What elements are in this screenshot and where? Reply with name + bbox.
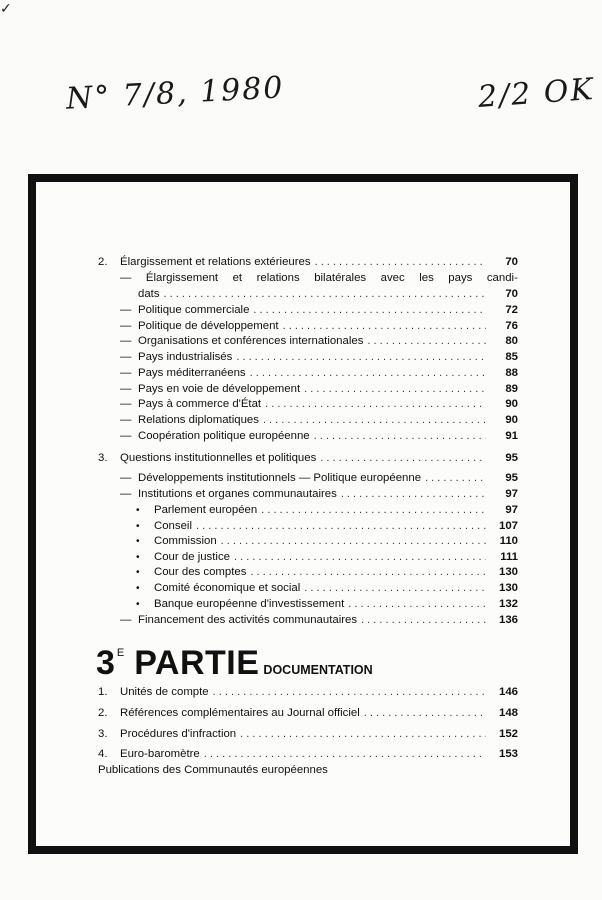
- entry-title: Comité économique et social: [154, 582, 301, 594]
- toc-sub-entry[interactable]: [136, 564, 518, 580]
- page-number: 152: [498, 727, 518, 740]
- page-number: 107: [498, 519, 518, 532]
- toc-entry[interactable]: [120, 318, 518, 334]
- dot-leader: [315, 254, 486, 270]
- handwritten-ok-note: 2/2 OK: [476, 71, 596, 116]
- toc-documentation-entry[interactable]: [98, 705, 518, 721]
- page-number: 132: [498, 597, 518, 610]
- dot-leader: [250, 564, 486, 580]
- toc-section-3[interactable]: [98, 450, 518, 466]
- bullet-marker: •: [136, 551, 140, 563]
- toc-entry-enlargement-line1[interactable]: [120, 270, 518, 286]
- page-number: 76: [505, 319, 518, 332]
- toc-entry[interactable]: [120, 349, 518, 365]
- dot-leader: [213, 684, 486, 700]
- toc-entry-financing[interactable]: [120, 612, 518, 628]
- dot-leader: [367, 333, 486, 349]
- entry-title: Euro-baromètre: [120, 748, 200, 761]
- dot-leader: [164, 286, 486, 302]
- dot-leader: [240, 726, 486, 742]
- word: les: [419, 272, 434, 284]
- part-ordinal-suffix: E: [116, 647, 125, 659]
- page-number: 97: [505, 488, 518, 500]
- dot-leader: [348, 596, 486, 612]
- entry-title: Cour de justice: [154, 550, 230, 563]
- dash-marker: —: [120, 413, 132, 426]
- toc-entry[interactable]: [120, 333, 518, 349]
- page-number: 89: [505, 382, 518, 395]
- part-word: PARTIE: [134, 644, 260, 682]
- entry-title: Banque européenne d'investissement: [154, 597, 345, 610]
- page-number: 90: [505, 398, 518, 411]
- dot-leader: [283, 318, 486, 334]
- dot-leader: [265, 396, 486, 412]
- toc-entry[interactable]: [120, 428, 518, 444]
- page-number: 148: [498, 706, 518, 719]
- corner-pen-mark: ✓: [0, 0, 12, 16]
- toc-entry[interactable]: [120, 412, 518, 428]
- dash-marker: —: [120, 614, 132, 626]
- page-number: 110: [499, 535, 518, 548]
- page-number: 97: [505, 504, 518, 516]
- entry-title: Organisations et conférences internationales: [138, 335, 364, 348]
- section-number: 3.: [98, 452, 108, 464]
- word: bilatérales: [314, 272, 367, 284]
- item-number: 2.: [98, 706, 108, 719]
- item-number: 3.: [98, 727, 108, 740]
- toc-sub-entry[interactable]: [136, 580, 518, 596]
- page-number: 130: [498, 582, 518, 594]
- page-number: 153: [498, 748, 518, 761]
- page-number: 90: [505, 413, 518, 426]
- dash-marker: —: [120, 382, 132, 395]
- toc-sub-entry[interactable]: [136, 518, 518, 534]
- page-number: 72: [505, 304, 518, 316]
- toc-entry[interactable]: [120, 381, 518, 397]
- section-title: Élargissement et relations extérieures: [120, 256, 311, 268]
- entry-title: Conseil: [154, 519, 192, 532]
- toc-documentation-entry[interactable]: [98, 726, 518, 742]
- toc-entry[interactable]: [120, 486, 518, 502]
- dash-marker: —: [120, 472, 132, 484]
- word: avec: [380, 272, 405, 284]
- word: —: [120, 272, 132, 284]
- dot-leader: [364, 705, 486, 721]
- toc-documentation-entry[interactable]: [98, 746, 518, 762]
- page-number: 146: [498, 686, 518, 698]
- page-number: 95: [505, 452, 518, 464]
- page-number: 111: [500, 550, 518, 563]
- word: et: [232, 272, 243, 284]
- dash-marker: —: [120, 429, 132, 442]
- handwritten-issue-number: N° 7/8, 1980: [65, 70, 286, 117]
- toc-entry[interactable]: [120, 396, 518, 412]
- word: Élargissement: [145, 272, 219, 284]
- toc-sub-entry[interactable]: [136, 502, 518, 518]
- bullet-marker: •: [136, 505, 140, 516]
- page-number: 136: [498, 614, 518, 626]
- dot-leader: [361, 612, 486, 628]
- dot-leader: [263, 412, 486, 428]
- dot-leader: [314, 428, 486, 444]
- dot-leader: [234, 549, 486, 565]
- page-number: 88: [505, 366, 518, 379]
- dash-marker: —: [120, 398, 132, 411]
- dot-leader: [341, 486, 486, 502]
- part-3-heading: [96, 644, 373, 683]
- dot-leader: [425, 470, 486, 486]
- toc-documentation-entry[interactable]: [98, 684, 518, 700]
- entry-title: Cour des comptes: [154, 566, 247, 579]
- dash-marker: —: [120, 351, 132, 364]
- dot-leader: [304, 381, 486, 397]
- entry-title: Commission: [154, 535, 217, 548]
- dot-leader: [320, 450, 486, 466]
- section-number: 2.: [98, 256, 108, 268]
- word: pays: [448, 272, 473, 284]
- page-number: 70: [505, 256, 518, 268]
- entry-title: Pays industrialisés: [138, 351, 233, 364]
- part-subtitle: DOCUMENTATION: [263, 663, 373, 677]
- entry-title: Politique commerciale: [138, 304, 250, 316]
- dash-marker: —: [120, 488, 132, 500]
- entry-title: Pays en voie de développement: [138, 382, 301, 395]
- word: relations: [256, 272, 300, 284]
- toc-entry[interactable]: [120, 470, 518, 486]
- dot-leader: [253, 302, 486, 318]
- word: candi-: [486, 272, 518, 284]
- toc-sub-entry[interactable]: [136, 533, 518, 549]
- entry-title: Relations diplomatiques: [138, 413, 259, 426]
- dash-marker: —: [120, 366, 132, 379]
- dash-marker: —: [120, 304, 132, 316]
- entry-title: Institutions et organes communautaires: [138, 488, 337, 500]
- dot-leader: [196, 518, 486, 534]
- toc-sub-entry[interactable]: [136, 596, 518, 612]
- toc-entry[interactable]: [120, 302, 518, 318]
- bullet-marker: •: [136, 536, 140, 548]
- dot-leader: [221, 533, 486, 549]
- bullet-marker: •: [136, 583, 140, 594]
- toc-entry[interactable]: [120, 365, 518, 381]
- bullet-marker: •: [136, 598, 140, 610]
- toc-sub-entry[interactable]: [136, 549, 518, 565]
- dot-leader: [261, 502, 486, 518]
- item-number: 1.: [98, 686, 108, 698]
- entry-title-continued: dats: [138, 288, 160, 300]
- entry-title: Procédures d'infraction: [120, 727, 237, 740]
- dot-leader: [304, 580, 486, 596]
- entry-title: Références complémentaires au Journal officiel: [120, 706, 360, 719]
- item-number: 4.: [98, 748, 108, 761]
- entry-title: Coopération politique européenne: [138, 429, 310, 442]
- dot-leader: [236, 349, 486, 365]
- entry-title: Pays méditerranéens: [138, 366, 246, 379]
- dash-marker: —: [120, 319, 132, 332]
- page-number: 130: [498, 566, 518, 579]
- dot-leader: [250, 365, 486, 381]
- page-number: 91: [505, 429, 518, 442]
- bullet-marker: •: [136, 567, 140, 579]
- page-number: 70: [505, 288, 518, 300]
- entry-title: Unités de compte: [120, 686, 209, 698]
- publications-line[interactable]: Publications des Communautés européennes: [98, 764, 328, 776]
- bullet-marker: •: [136, 520, 140, 532]
- table-of-contents-frame: [28, 174, 578, 854]
- entry-title: Financement des activités communautaires: [138, 614, 358, 626]
- dash-marker: —: [120, 335, 132, 348]
- page-number: 80: [505, 335, 518, 348]
- page-number: 85: [505, 351, 518, 364]
- toc-section-2[interactable]: [98, 254, 518, 270]
- dot-leader: [204, 746, 486, 762]
- page-number: 95: [505, 472, 518, 484]
- entry-title: Pays à commerce d'État: [138, 398, 262, 411]
- entry-title: Développements institutionnels — Politique européenne: [138, 472, 422, 484]
- section-title: Questions institutionnelles et politiques: [120, 452, 317, 464]
- toc-entry-enlargement-line2[interactable]: [138, 286, 518, 302]
- entry-title: Parlement européen: [154, 504, 258, 516]
- part-number: 3: [96, 644, 115, 682]
- entry-title: Politique de développement: [138, 319, 279, 332]
